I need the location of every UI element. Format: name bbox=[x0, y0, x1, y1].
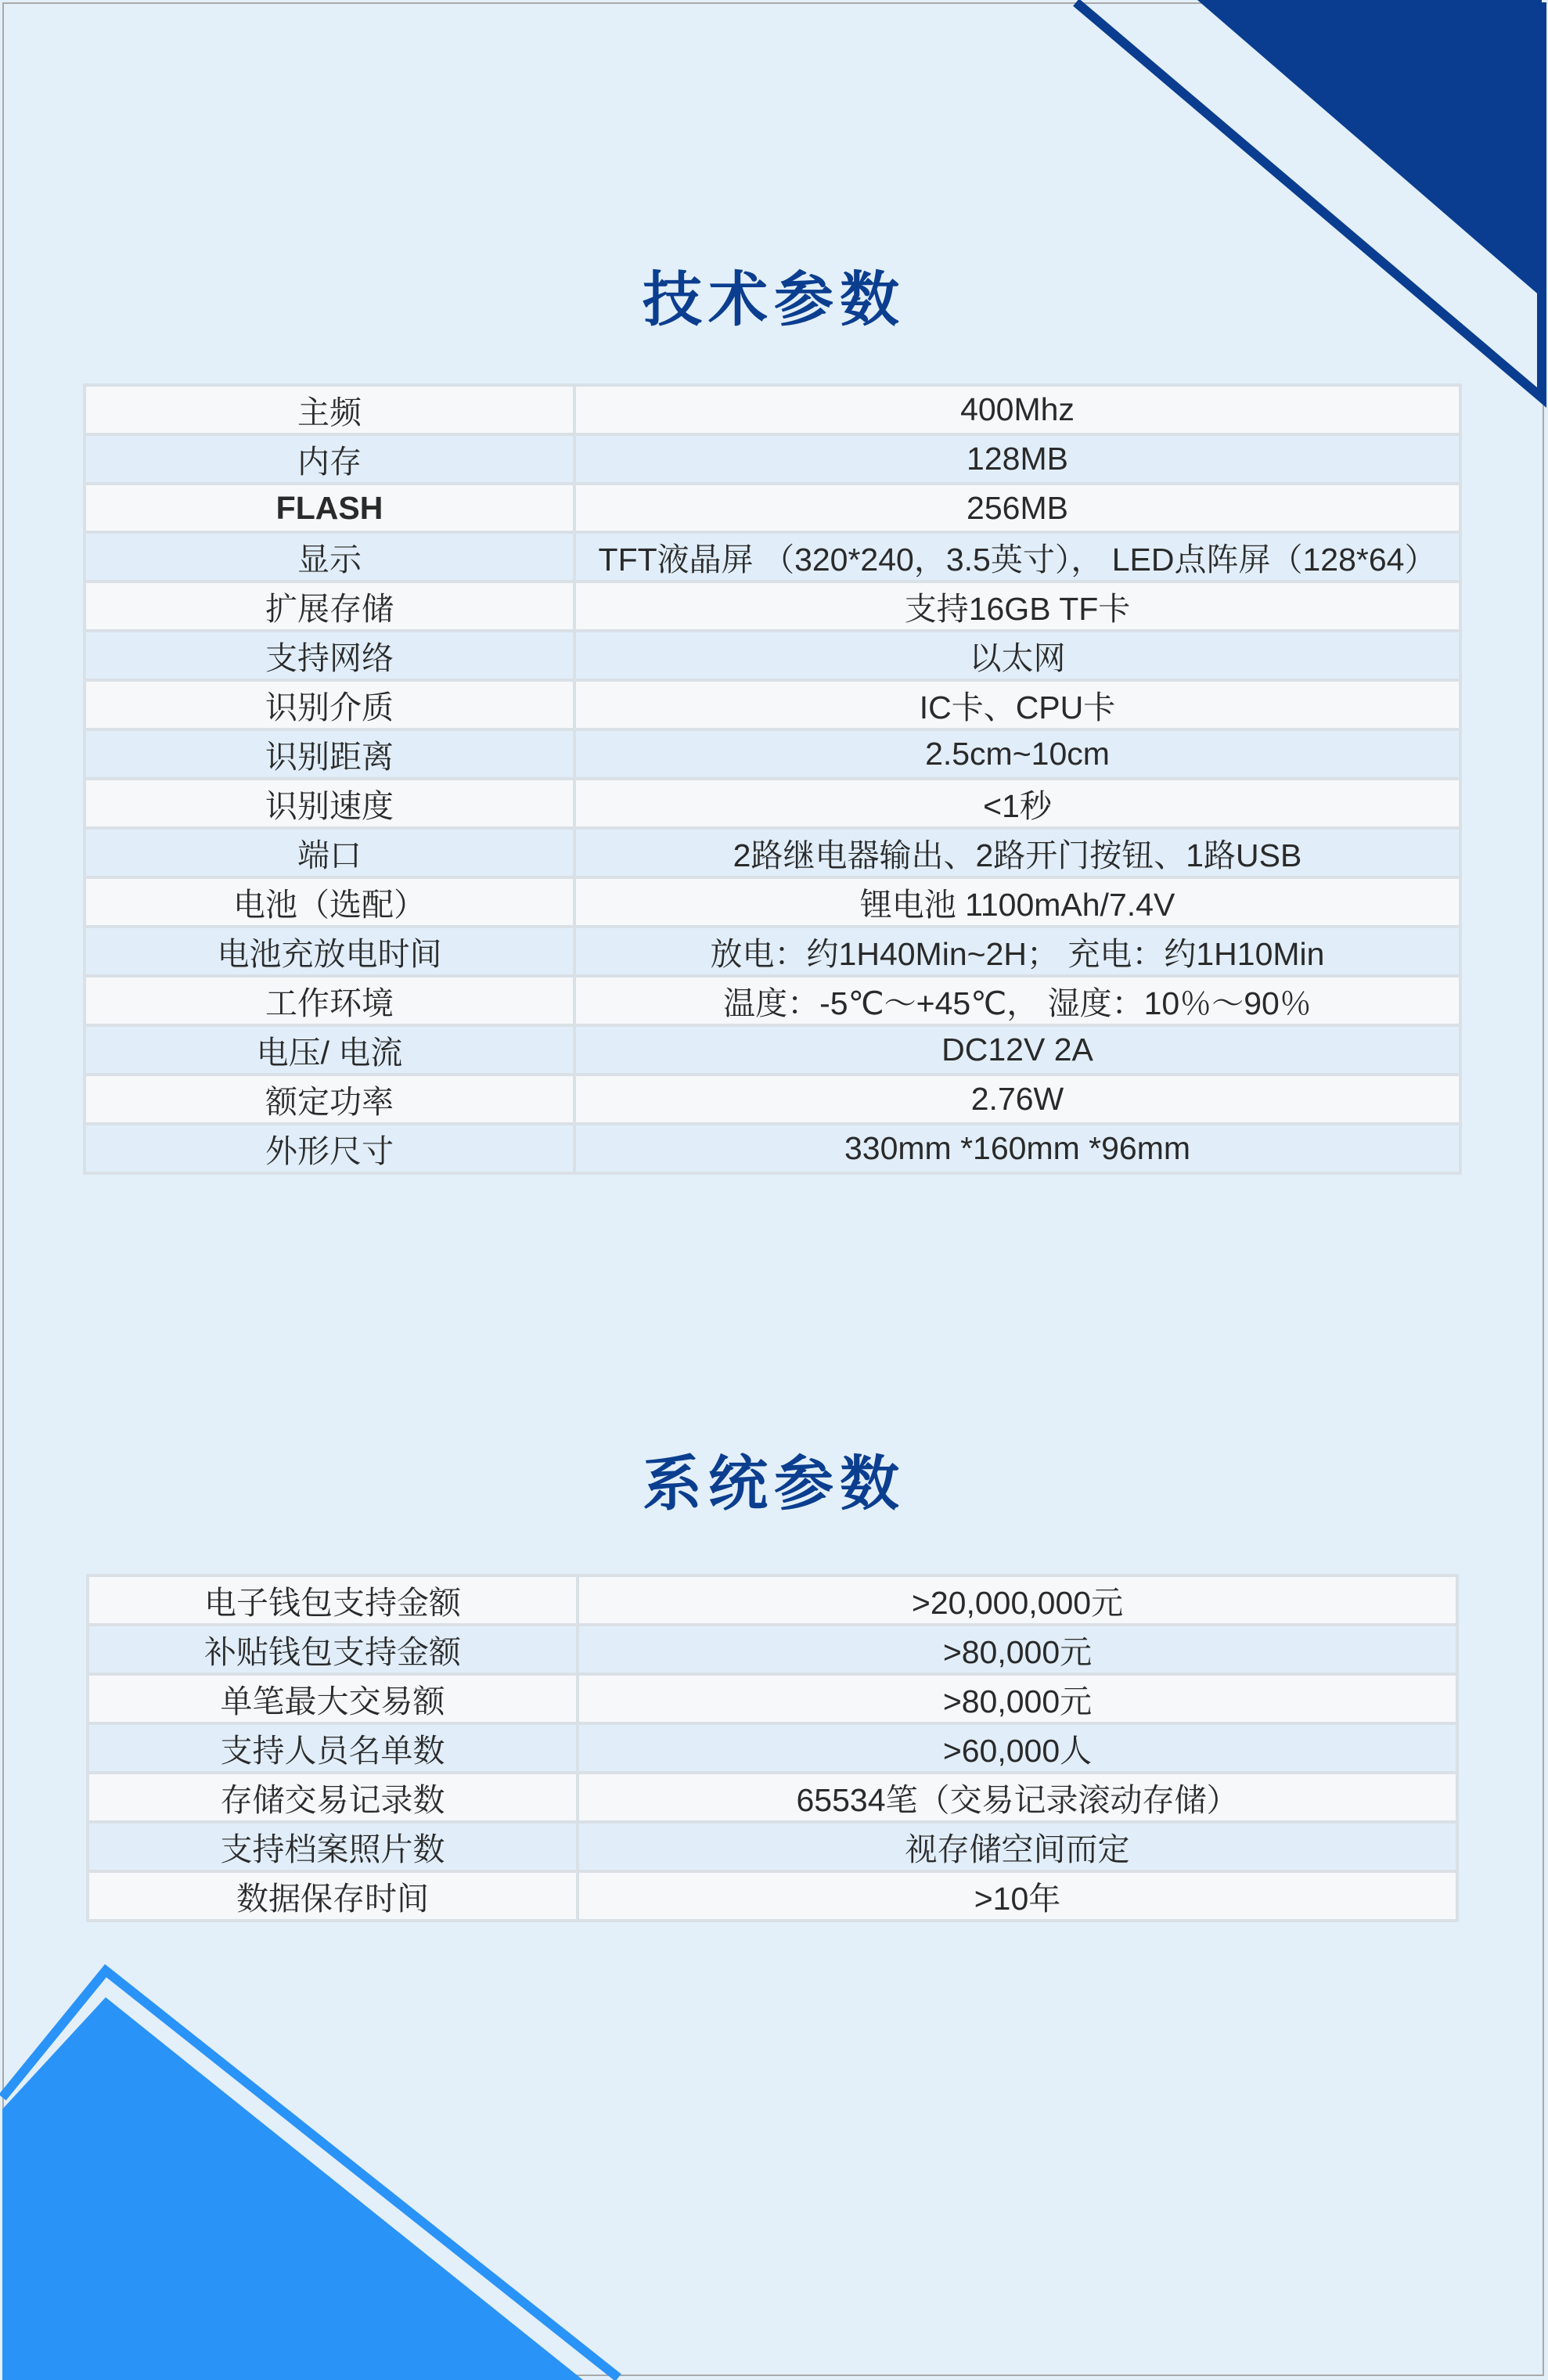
table-row bbox=[88, 1674, 1457, 1723]
table-row bbox=[85, 877, 1460, 927]
param-label: FLASH bbox=[85, 484, 574, 532]
tech-params-title: 技术参数 bbox=[643, 265, 905, 334]
table-row bbox=[85, 976, 1460, 1025]
table-row bbox=[85, 1124, 1460, 1173]
param-label: 内存 bbox=[85, 434, 574, 484]
param-value: 128MB bbox=[574, 434, 1460, 484]
param-value: 330mm *160mm *96mm bbox=[574, 1124, 1460, 1173]
param-label: 支持人员名单数 bbox=[88, 1723, 578, 1773]
param-value: 放电：约1H40Min~2H； 充电：约1H10Min bbox=[574, 927, 1460, 976]
param-value: 以太网 bbox=[574, 631, 1460, 680]
param-value: 256MB bbox=[574, 484, 1460, 532]
table-row bbox=[85, 385, 1460, 434]
param-value: 65534笔（交易记录滚动存储） bbox=[578, 1773, 1457, 1822]
param-label: 存储交易记录数 bbox=[88, 1773, 578, 1822]
table-row bbox=[85, 434, 1460, 484]
table-row bbox=[85, 779, 1460, 828]
table-row bbox=[85, 532, 1460, 581]
system-params-title: 系统参数 bbox=[643, 1449, 905, 1518]
param-label: 工作环境 bbox=[85, 976, 574, 1025]
tech-params-table bbox=[83, 383, 1462, 1175]
param-value: >60,000人 bbox=[578, 1723, 1457, 1773]
param-label: 识别距离 bbox=[85, 729, 574, 779]
table-row bbox=[85, 1025, 1460, 1075]
bottom-left-triangle bbox=[2, 1997, 583, 2380]
param-label: 外形尺寸 bbox=[85, 1124, 574, 1173]
param-value: 温度：-5℃～+45℃， 湿度：10％～90％ bbox=[574, 976, 1460, 1025]
param-value: 2.5cm~10cm bbox=[574, 729, 1460, 779]
param-label: 端口 bbox=[85, 828, 574, 877]
param-value: >10年 bbox=[578, 1871, 1457, 1921]
table-row bbox=[88, 1723, 1457, 1773]
param-value: TFT液晶屏 （320*240，3.5英寸）， LED点阵屏（128*64） bbox=[574, 532, 1460, 581]
param-value: DC12V 2A bbox=[574, 1025, 1460, 1075]
param-label: 识别速度 bbox=[85, 779, 574, 828]
table-row bbox=[88, 1871, 1457, 1921]
table-row bbox=[85, 729, 1460, 779]
param-value: <1秒 bbox=[574, 779, 1460, 828]
table-row bbox=[88, 1822, 1457, 1871]
table-row bbox=[88, 1575, 1457, 1625]
param-label: 扩展存储 bbox=[85, 581, 574, 631]
param-label: 额定功率 bbox=[85, 1075, 574, 1124]
table-row bbox=[85, 927, 1460, 976]
param-label: 数据保存时间 bbox=[88, 1871, 578, 1921]
param-label: 电子钱包支持金额 bbox=[88, 1575, 578, 1625]
param-label: 显示 bbox=[85, 532, 574, 581]
table-row bbox=[88, 1773, 1457, 1822]
system-params-table bbox=[86, 1574, 1459, 1922]
table-row bbox=[85, 581, 1460, 631]
param-value: >80,000元 bbox=[578, 1625, 1457, 1674]
param-label: 电压/ 电流 bbox=[85, 1025, 574, 1075]
param-value: 视存储空间而定 bbox=[578, 1822, 1457, 1871]
table-row bbox=[85, 1075, 1460, 1124]
param-label: 识别介质 bbox=[85, 680, 574, 729]
param-label: 电池充放电时间 bbox=[85, 927, 574, 976]
table-row bbox=[85, 631, 1460, 680]
param-value: 2.76W bbox=[574, 1075, 1460, 1124]
param-value: >80,000元 bbox=[578, 1674, 1457, 1723]
param-value: 支持16GB TF卡 bbox=[574, 581, 1460, 631]
param-label: 支持档案照片数 bbox=[88, 1822, 578, 1871]
param-value: >20,000,000元 bbox=[578, 1575, 1457, 1625]
param-label: 主频 bbox=[85, 385, 574, 434]
param-value: 2路继电器输出、2路开门按钮、1路USB bbox=[574, 828, 1460, 877]
table-row bbox=[85, 828, 1460, 877]
param-label: 单笔最大交易额 bbox=[88, 1674, 578, 1723]
table-row bbox=[85, 680, 1460, 729]
param-label: 补贴钱包支持金额 bbox=[88, 1625, 578, 1674]
param-label: 支持网络 bbox=[85, 631, 574, 680]
param-value: IC卡、CPU卡 bbox=[574, 680, 1460, 729]
param-label: 电池（选配） bbox=[85, 877, 574, 927]
param-value: 400Mhz bbox=[574, 385, 1460, 434]
table-row bbox=[85, 484, 1460, 532]
param-value: 锂电池 1100mAh/7.4V bbox=[574, 877, 1460, 927]
table-row bbox=[88, 1625, 1457, 1674]
